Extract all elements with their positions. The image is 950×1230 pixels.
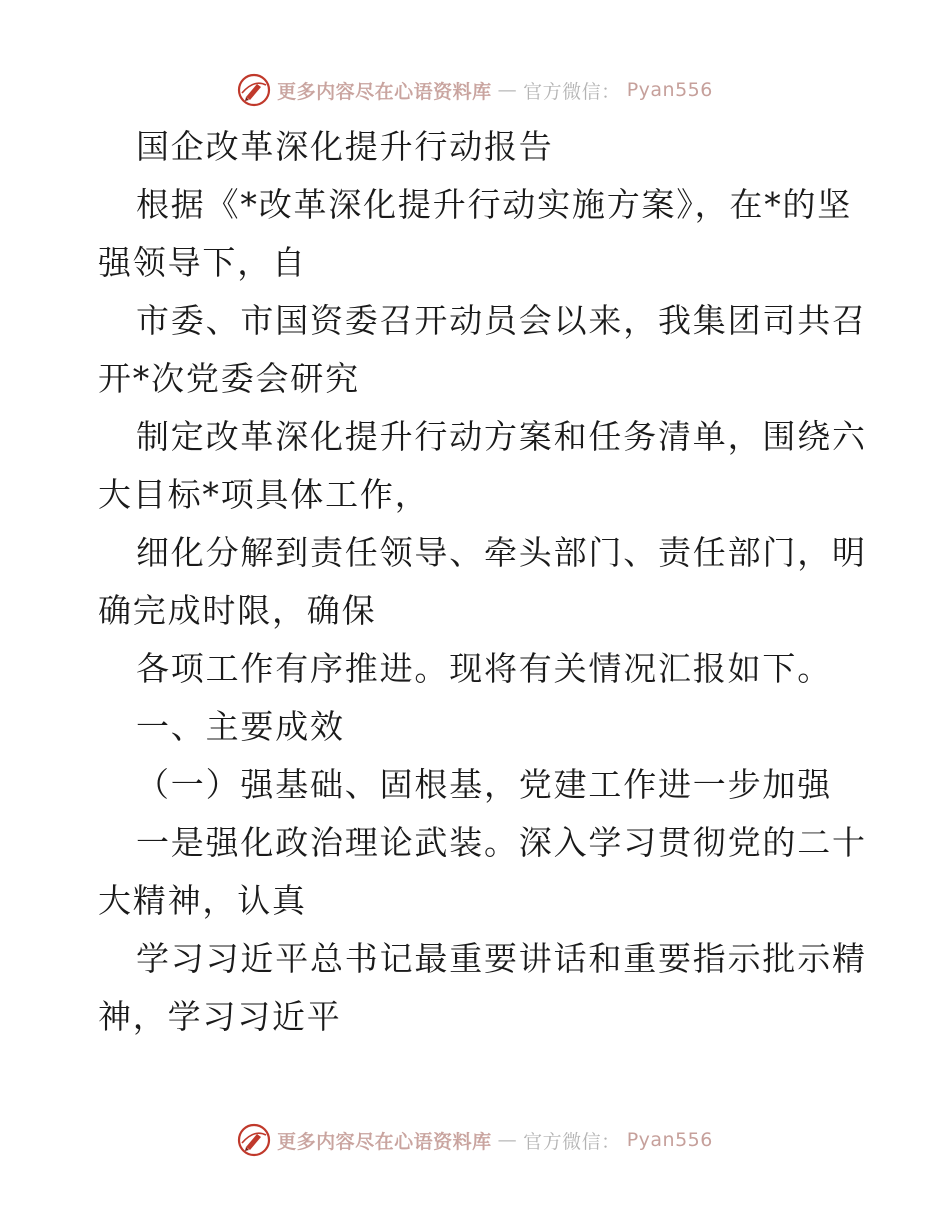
header-banner-text: 更多内容尽在心语资料库	[277, 80, 492, 103]
header-banner	[0, 70, 950, 110]
subsection-heading: （一）强基础、固根基，党建工作进一步加强	[136, 765, 832, 804]
document-body	[98, 118, 867, 1046]
footer-banner-id: Pyan556	[626, 1129, 713, 1151]
paragraph-line: 根据《*改革深化提升行动实施方案》，在*的坚	[136, 185, 853, 224]
footer-banner	[0, 1120, 950, 1160]
footer-banner-inner	[237, 1123, 713, 1157]
paragraph-line: 制定改革深化提升行动方案和任务清单，围绕六	[136, 417, 867, 456]
footer-banner-wechat: 官方微信：	[523, 1130, 621, 1153]
footer-banner-text: 更多内容尽在心语资料库	[277, 1130, 492, 1153]
paragraph-line: 确完成时限，确保	[98, 591, 377, 630]
paragraph-line: 强领导下，自	[98, 243, 307, 282]
paragraph-line: 大精神，认真	[98, 881, 307, 920]
paragraph-line: 神，学习习近平	[98, 997, 342, 1036]
paragraph-line: 各项工作有序推进。现将有关情况汇报如下。	[136, 649, 832, 688]
paragraph-line: 学习习近平总书记最重要讲话和重要指示批示精	[136, 939, 867, 978]
paragraph-line: 市委、市国资委召开动员会以来，我集团司共召	[136, 301, 867, 340]
paragraph-line: 大目标*项具体工作，	[98, 475, 430, 514]
header-banner-id: Pyan556	[626, 79, 713, 101]
pen-logo-icon	[237, 1123, 271, 1157]
paragraph-line: 开*次党委会研究	[98, 359, 360, 398]
header-banner-dash: —	[497, 79, 518, 101]
document-title: 国企改革深化提升行动报告	[136, 127, 554, 166]
section-heading: 一、主要成效	[136, 707, 345, 746]
header-banner-inner	[237, 73, 713, 107]
paragraph-line: 细化分解到责任领导、牵头部门、责任部门，明	[136, 533, 867, 572]
pen-logo-icon	[237, 73, 271, 107]
footer-banner-dash: —	[497, 1129, 518, 1151]
header-banner-wechat: 官方微信：	[523, 80, 621, 103]
paragraph-line: 一是强化政治理论武装。深入学习贯彻党的二十	[136, 823, 867, 862]
